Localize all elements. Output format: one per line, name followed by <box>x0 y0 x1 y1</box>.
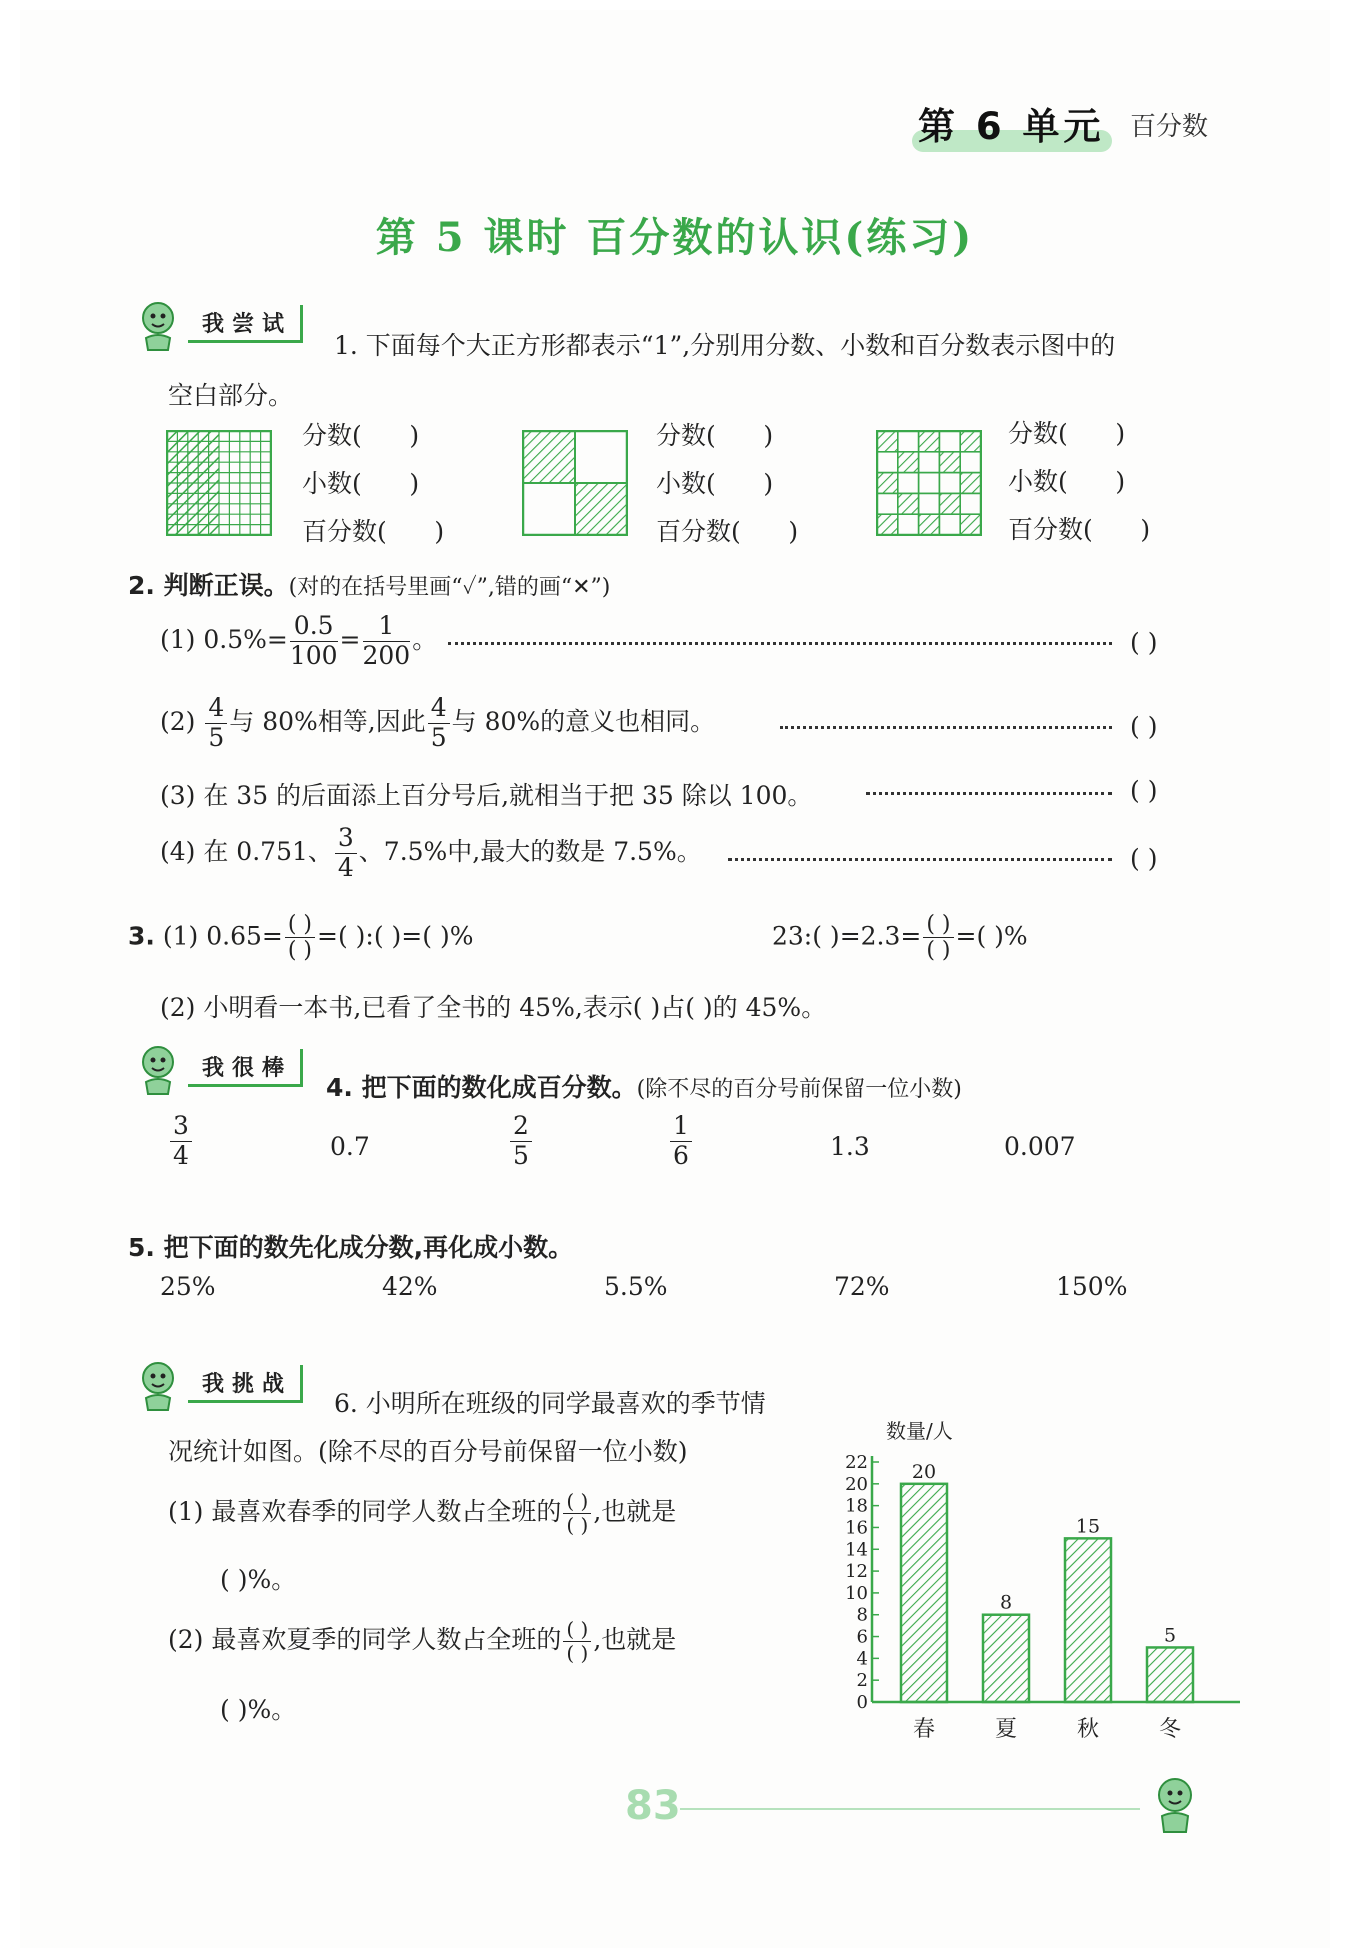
question-3-part-2: (2) 小明看一本书,已看了全书的 45%,表示( )占( )的 45%。 <box>160 993 827 1022</box>
chart-y-tick-label: 0 <box>856 1692 868 1713</box>
badge-label: 我尝试 <box>188 305 303 343</box>
grid-square-3 <box>876 430 982 536</box>
question-1-labels-c: 分数( ) 小数( ) 百分数( ) <box>1008 419 1151 544</box>
grid-square-2 <box>522 430 628 536</box>
answer-paren-4[interactable]: ( ) <box>1130 844 1158 873</box>
question-4-item: 0.7 <box>330 1132 370 1161</box>
question-1-line1: 1. 下面每个大正方形都表示“1”,分别用分数、小数和百分数表示图中的 <box>334 331 1116 360</box>
chart-data-label: 20 <box>911 1460 937 1483</box>
question-5-item: 72% <box>834 1272 890 1301</box>
question-4-item: $\frac{2}{5}$ <box>508 1112 534 1171</box>
chart-y-tick-label: 4 <box>856 1648 868 1670</box>
question-6-sub-1: (1) 最喜欢春季的同学人数占全班的 $\frac{( )}{( )}$ ,也就是 <box>168 1489 677 1537</box>
cartoon-character-icon <box>128 1040 188 1096</box>
question-2-item-3: (3) 在 35 的后面添上百分号后,就相当于把 35 除以 100。 <box>160 781 813 810</box>
badge-great <box>128 1040 303 1096</box>
chart-y-tick-label: 20 <box>845 1473 868 1495</box>
season-bar-chart <box>840 1410 1260 1750</box>
question-1-labels-b: 分数( ) 小数( ) 百分数( ) <box>656 421 799 546</box>
chart-y-tick-label: 12 <box>845 1561 868 1583</box>
question-5-item: 5.5% <box>604 1272 668 1301</box>
lesson-title: 第 5 课时 百分数的认识(练习) <box>375 214 975 261</box>
question-6-sub-2-pct[interactable]: ( )%。 <box>220 1695 297 1724</box>
page-number: 83 <box>625 1783 681 1829</box>
dotted-leader <box>866 792 1112 795</box>
grid-square-1 <box>166 430 272 536</box>
chart-x-tick-label: 冬 <box>1158 1717 1182 1742</box>
footer-line <box>680 1808 1140 1810</box>
chart-y-tick-label: 14 <box>845 1539 868 1561</box>
chart-y-tick-label: 16 <box>845 1517 868 1539</box>
question-2-item-4: (4) 在 0.751、 $\frac{3}{4}$ 、7.5%中,最大的数是 7.5%。 <box>160 823 702 882</box>
chart-bar <box>1065 1538 1111 1702</box>
chart-y-tick-label: 6 <box>856 1626 868 1648</box>
badge-try <box>128 296 303 352</box>
question-5-title: 5. 把下面的数先化成分数,再化成小数。 <box>128 1233 574 1262</box>
question-4-item: $\frac{1}{6}$ <box>668 1112 694 1171</box>
chart-x-tick-label: 夏 <box>994 1717 1018 1742</box>
chart-bar <box>983 1615 1029 1702</box>
question-3-part-1: 3. (1) 0.65= $\frac{( )}{( )}$ =( ):( )=( )% <box>128 912 474 964</box>
cartoon-character-icon <box>128 1356 188 1412</box>
question-1-line2: 空白部分。 <box>168 381 294 410</box>
chart-y-tick-label: 18 <box>845 1495 868 1517</box>
chart-bar <box>901 1484 947 1702</box>
question-2-title: 2. 判断正误。(对的在括号里画“✓”,错的画“✕”) <box>128 571 611 600</box>
dotted-leader <box>780 726 1112 729</box>
chart-ylabel: 数量/人 <box>886 1419 953 1443</box>
question-4-title: 4. 把下面的数化成百分数。(除不尽的百分号前保留一位小数) <box>326 1073 962 1102</box>
chart-data-label: 5 <box>1163 1624 1177 1647</box>
dotted-leader <box>448 642 1112 645</box>
question-5-item: 25% <box>160 1272 216 1301</box>
answer-paren-2[interactable]: ( ) <box>1130 712 1158 741</box>
dotted-leader <box>728 858 1112 861</box>
cartoon-character-icon <box>1140 1770 1210 1840</box>
question-4-item: 0.007 <box>1004 1132 1076 1161</box>
answer-paren-1[interactable]: ( ) <box>1130 628 1158 657</box>
chart-y-tick-label: 2 <box>856 1670 868 1692</box>
question-4-item: $\frac{3}{4}$ <box>168 1112 194 1171</box>
question-6-sub-1-pct[interactable]: ( )%。 <box>220 1565 297 1594</box>
question-1-labels-a: 分数( ) 小数( ) 百分数( ) <box>302 421 445 546</box>
badge-label: 我很棒 <box>188 1049 303 1087</box>
badge-challenge <box>128 1356 303 1412</box>
question-2-item-1: (1) 0.5%= $\frac{0.5}{100}$ = $\frac{1}{200}$ 。 <box>160 611 438 670</box>
chart-data-label: 8 <box>999 1591 1013 1614</box>
unit-subtitle: 百分数 <box>1130 112 1209 142</box>
chart-y-tick-label: 22 <box>845 1452 868 1473</box>
chart-y-tick-label: 10 <box>845 1582 868 1604</box>
chart-bar <box>1147 1647 1193 1702</box>
answer-paren-3[interactable]: ( ) <box>1130 776 1158 805</box>
question-6-line2: 况统计如图。(除不尽的百分号前保留一位小数) <box>168 1437 688 1466</box>
question-5-item: 150% <box>1056 1272 1128 1301</box>
question-6-sub-2: (2) 最喜欢夏季的同学人数占全班的 $\frac{( )}{( )}$ ,也就是 <box>168 1617 677 1665</box>
chart-x-tick-label: 秋 <box>1076 1717 1100 1742</box>
question-6-line1: 6. 小明所在班级的同学最喜欢的季节情 <box>334 1389 766 1418</box>
unit-title: 第 6 单元 <box>918 105 1105 148</box>
chart-x-tick-label: 春 <box>912 1717 936 1742</box>
chart-data-label: 15 <box>1075 1515 1101 1538</box>
question-3-part-1b: 23:( )=2.3= $\frac{( )}{( )}$ =( )% <box>772 912 1028 964</box>
question-5-item: 42% <box>382 1272 438 1301</box>
badge-label: 我挑战 <box>188 1365 303 1403</box>
question-4-item: 1.3 <box>830 1132 870 1161</box>
cartoon-character-icon <box>128 296 188 352</box>
chart-y-tick-label: 8 <box>856 1604 868 1626</box>
question-2-item-2: (2) $\frac{4}{5}$ 与 80%相等,因此 $\frac{4}{5}$ 与 80%的意义也相同。 <box>160 693 716 752</box>
